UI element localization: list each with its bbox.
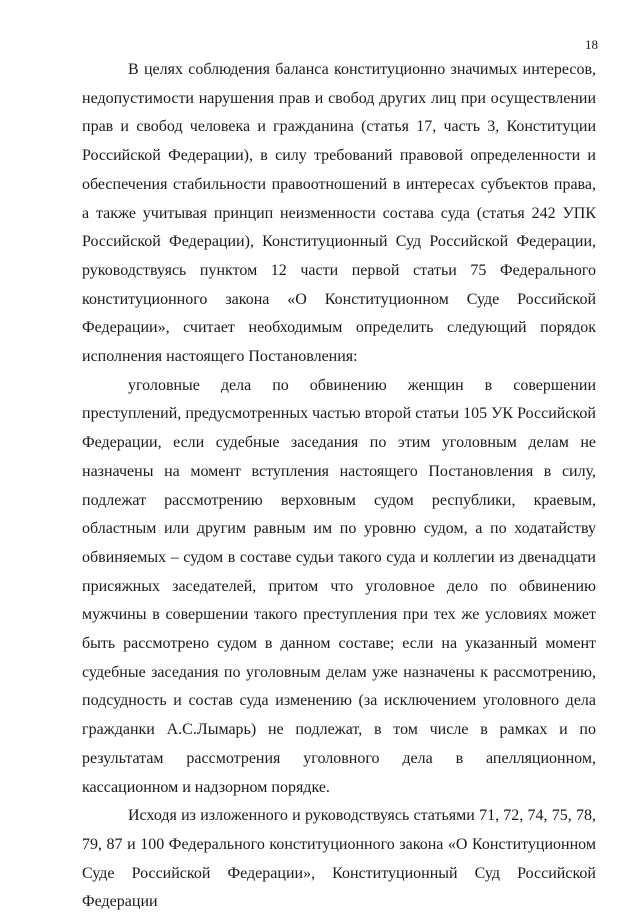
document-body [82, 56, 596, 917]
paragraph-criminal-cases: уголовные дела по обвинению женщин в совершении преступлений, предусмотренных частью второй статьи 105 УК Российской Федерации, если судебные заседания по этим уголовным делам не назначены на момент вступления настоящего Постановления в силу, подлежат рассмотрению верховным судом республики, краевым, областным или другим равным им по уровню судом, а по ходатайству обвиняемых – судом в составе судьи такого суда и коллегии из двенадцати присяжных заседателей, притом что уголовное дело по обвинению мужчины в совершении такого преступления при тех же условиях может быть рассмотрено судом в данном составе; если на указанный момент судебные заседания по уголовным делам уже назначены к рассмотрению, подсудность и состав суда изменению (за исключением уголовного дела гражданки А.С.Лымарь) не подлежат, в том числе в рамках и по результатам рассмотрения уголовного дела в апелляционном, кассационном и надзорном порядке. [82, 376, 596, 796]
paragraph-conclusion: Исходя из изложенного и руководствуясь статьями 71, 72, 74, 75, 78, 79, 87 и 100 Федерального конституционного закона «О Конституционном Суде Российской Федерации», Конституционный Суд Российской Федерации [82, 807, 596, 911]
page-number: 18 [585, 37, 598, 52]
paragraph-procedure-order: В целях соблюдения баланса конституционно значимых интересов, недопустимости нарушения прав и свобод других лиц при осуществлении прав и свобод человека и гражданина (статья 17, часть 3, Конституции Российской Федерации), в силу требований правовой определенности и обеспечения стабильности правоотношений в интересах субъектов права, а также учитывая принцип неизменности состава суда (статья 242 УПК Российской Федерации), Конституционный Суд Российской Федерации, руководствуясь пунктом 12 части первой статьи 75 Федерального конституционного закона «О Конституционном Суде Российской Федерации», считает необходимым определить следующий порядок исполнения настоящего Постановления: [82, 61, 596, 366]
